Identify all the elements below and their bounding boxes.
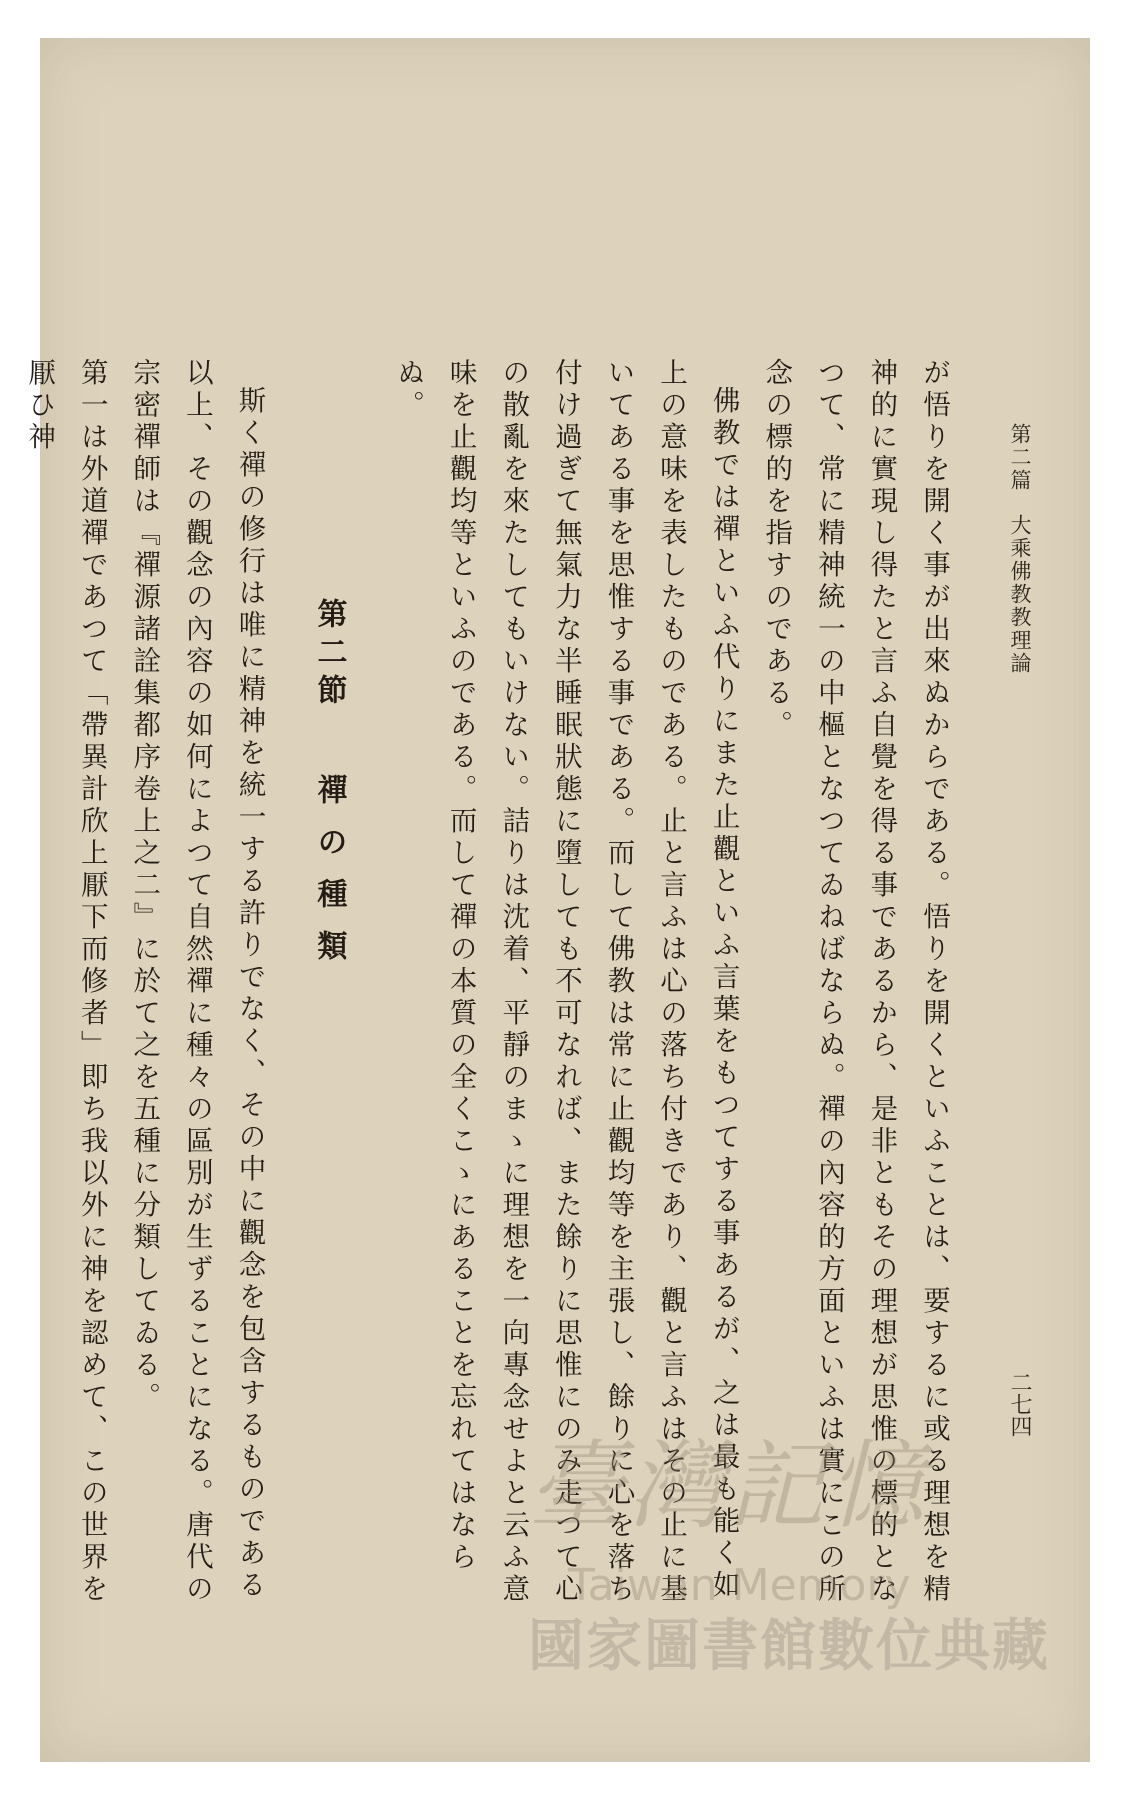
- section-heading: [275, 358, 381, 1618]
- watermark-english: Taiwan Memory: [568, 1560, 911, 1611]
- paragraph-1: が悟りを開く事が出來ぬからである。悟りを開くといふことは、要するに或る理想を精神的に實現し得たと言ふ自覺を得る事であるから、是非ともその理想が思惟の標的となつて、常に精神統一の中樞となつてゐねばならぬ。禪の內容的方面といふは實にこの所念の標的を指すのである。: [760, 358, 950, 1606]
- running-head: [1005, 423, 1035, 675]
- section-title: 禪の種類: [311, 774, 347, 983]
- paragraph-4: 第一は外道禪であつて「帶異計欣上厭下而修者」即ち我以外に神を認めて、この世界を厭ひ神: [23, 358, 108, 1606]
- running-head-part: 第二篇: [1008, 423, 1032, 492]
- page-number: 二七四: [1007, 1371, 1032, 1437]
- paragraph-2: 佛教では禪といふ代りにまた止觀といふ言葉をもつてする事あるが、之は最も能く如上の意味を表したものである。止と言ふは心の落ち付きであり、觀と言ふはその止に基いてある事を思惟する事である。而して佛教は常に止觀均等を主張し、餘りに心を落ち付け過ぎて無氣力な半睡眠狀態に墮しても不可なれば、また餘りに思惟にのみ走つて心の散亂を來たしてもいけない。詰りは沈着、平靜のまゝに理想を一向專念せよと云ふ意味を止觀均等といふのである。而して禪の本質の全くこゝにあることを忘れてはならぬ。: [392, 358, 740, 1606]
- watermark-chinese: 國家圖書館數位典藏: [528, 1614, 1050, 1679]
- book-page: [23, 38, 1090, 1762]
- section-number: 第二節: [311, 598, 347, 712]
- body-text: [13, 358, 961, 1618]
- watermark-script: 臺灣記憶: [528, 1430, 928, 1542]
- running-head-title: 大乘佛教教理論: [1008, 514, 1032, 675]
- paragraph-3: 斯く禪の修行は唯に精神を統一する許りでなく、その中に觀念を包含するものである以上、その觀念の內容の如何によつて自然禪に種々の區別が生ずることになる。唐代の宗密禪師は『禪源諸詮集都序卷上之二』に於て之を五種に分類してゐる。: [128, 358, 266, 1606]
